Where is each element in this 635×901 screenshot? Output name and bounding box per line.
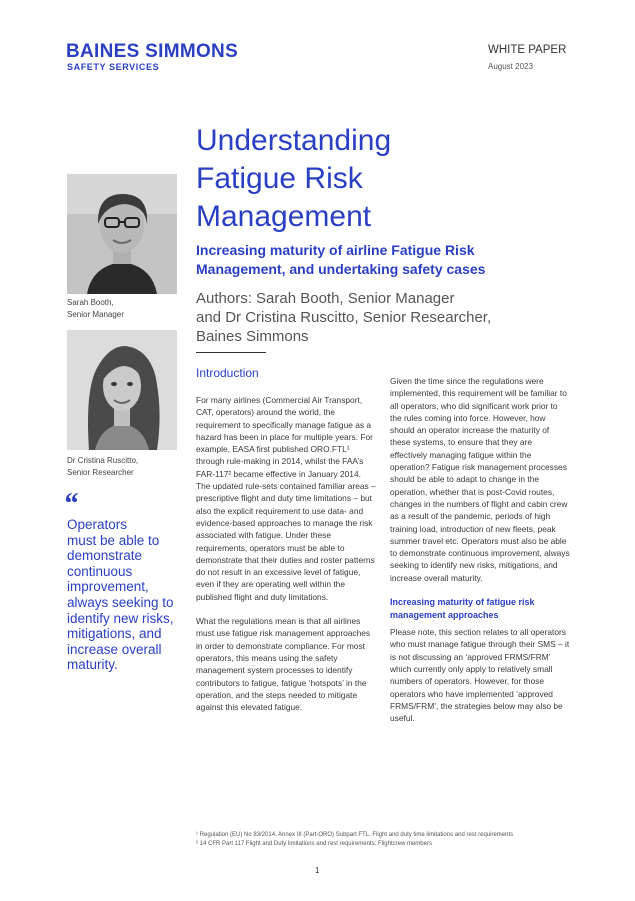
paragraph: Given the time since the regulations were implemented, this requirement will be familiar to all operators, who did significant work prior to the rules coming into force. However, how should an operator increase the maturity of these systems, to ensure that they are effectively managing fatigue within the operation? Fatigue risk management processes should be able to adapt to change in the operation, whether that is post-Covid routes, changes in the numbers of flight and cabin crew as a result of the pandemic, periods of high training load, introduction of new fleets, peak summer travel etc. Operators must also be able to demonstrate continuous improvement, always seeking to identify new risks, mitigations, and increase overall maturity.	[390, 376, 570, 583]
logo-wordmark: BAINES SIMMONS	[66, 41, 239, 62]
column-left	[196, 366, 376, 725]
title-line: Understanding	[196, 124, 392, 157]
quote-line: improvement,	[67, 579, 149, 595]
document-type: WHITE PAPER	[488, 44, 567, 56]
paragraph: Please note, this section relates to all operators who must manage fatigue through their SMS – it is not discussing an ‘approved FRMS/FRM’ which currently only apply to relatively small numbers of operators. However, for those operators who have implemented ‘approved FRMS/FRM’, the strategies below may also be useful.	[390, 627, 570, 724]
quote-line: continuous	[67, 563, 133, 579]
author-caption-cristina	[67, 455, 138, 479]
body-text	[196, 394, 376, 713]
footnote: ¹ Regulation (EU) No 83/2014. Annex III (Part-ORO) Subpart FTL. Flight and duty time limitations and rest requirements	[196, 832, 514, 838]
subtitle-line: Increasing maturity of airline Fatigue Risk	[196, 242, 475, 258]
column-right	[390, 375, 570, 736]
caption-line: Senior Manager	[67, 310, 124, 319]
pull-quote	[67, 517, 182, 673]
section-heading-introduction: Introduction	[196, 366, 259, 380]
title-line: Management	[196, 200, 372, 233]
body-text	[390, 375, 570, 584]
paragraph: For many airlines (Commercial Air Transport, CAT, operators) around the world, the requirement to specifically manage fatigue as a hazard has been in place for multiple years. For example, EASA first published ORO.FTL¹ through rule-making in 2014, whilst the FAA’s FAR-117² became effective in January 2014. The updated rule-sets contained familiar areas – prescriptive flight and duty time limitations – but also the explicit requirement to use data- and evidence-based approaches to manage the risk associated with fatigue. Under these requirements, operators must be able to demonstrate that their duties and roster patterns do not result in an excessive level of fatigue, even if they are operating well within the published flight and duty limitations.	[196, 395, 376, 602]
quote-mark-icon: “	[63, 487, 78, 520]
author-photo-cristina	[67, 330, 177, 450]
document-date: August 2023	[488, 62, 533, 71]
subtitle-line: Management, and undertaking safety cases	[196, 261, 486, 277]
caption-line: Sarah Booth,	[67, 298, 114, 307]
title-divider	[196, 352, 266, 353]
caption-line: Senior Researcher	[67, 468, 134, 477]
page-number: 1	[315, 866, 320, 875]
quote-line: must be able to	[67, 532, 160, 548]
quote-line: mitigations, and	[67, 626, 162, 642]
quote-line: identify new risks,	[67, 610, 174, 626]
quote-line: maturity.	[67, 657, 118, 673]
footnote: ² 14 CFR Part 117 Flight and Duty limitations and rest requirements: Flightcrew members	[196, 840, 432, 847]
quote-line: always seeking to	[67, 594, 174, 610]
footnotes	[196, 831, 596, 848]
title-line: Fatigue Risk	[196, 162, 363, 195]
page-subtitle	[196, 241, 566, 279]
author-caption-sarah	[67, 297, 124, 321]
caption-line: Dr Cristina Ruscitto,	[67, 456, 139, 465]
authors	[196, 289, 566, 346]
authors-line: Baines Simmons	[196, 328, 309, 345]
authors-line: and Dr Cristina Ruscitto, Senior Researcher,	[196, 309, 492, 326]
quote-line: increase overall	[67, 641, 162, 657]
section-heading-maturity: Increasing maturity of fatigue risk management approaches	[390, 597, 535, 621]
body-text	[390, 626, 570, 724]
quote-line: Operators	[67, 517, 128, 532]
page-title	[196, 122, 496, 236]
authors-line: Authors: Sarah Booth, Senior Manager	[196, 290, 455, 307]
quote-line: demonstrate	[67, 548, 143, 564]
paragraph: What the regulations mean is that all airlines must use fatigue risk management approaches in order to demonstrate compliance. For most operators, this means using the safety management system processes to identify contributors to fatigue, fatigue ‘hotspots’ in the operation, and the steps needed to mitigate against this elevated fatigue.	[196, 616, 371, 713]
author-photo-sarah	[67, 174, 177, 294]
logo-tagline: SAFETY SERVICES	[67, 62, 160, 72]
